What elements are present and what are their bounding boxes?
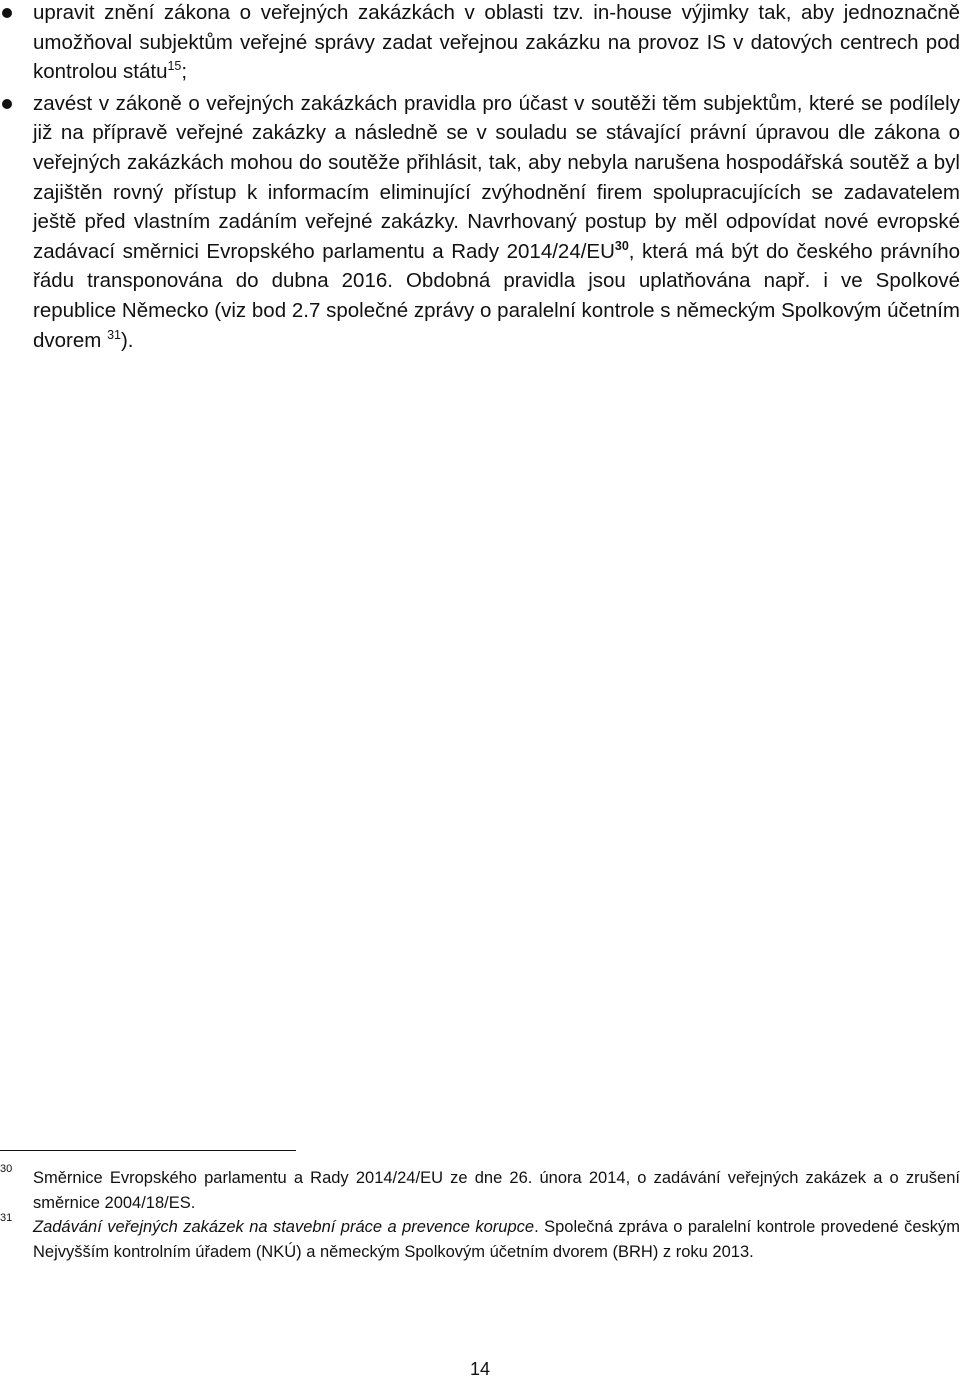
page-number: 14 bbox=[469, 1359, 491, 1379]
footnote-title: Zadávání veřejných zakázek na stavební práce a prevence korupce bbox=[33, 1218, 535, 1237]
bullet-icon bbox=[2, 8, 12, 18]
footnote-text: . Společná zpráva o paralelní kontrole provedené českým Nejvyšším kontrolním úřadem (NKÚ) a německým Spolkovým účetním dvorem (BRH) z roku 2013. bbox=[33, 1218, 960, 1261]
list-item-text: zavést v zákoně o veřejných zakázkách pravidla pro účast v soutěži těm subjektům, které se podílely již na přípravě veřejné zakázky a následně se v souladu se stávající právní úpravou dle zákona o veřejných zakázkách mohou do soutěže přihlásit, tak, aby nebyla narušena hospodářská soutěž a byl zajištěn rovný přístup k informacím eliminující zvýhodnění firem spolupracujících se zadavatelem ještě před vlastním zadáním veřejné zakázky. Navrhovaný postup by měl odpovídat nové evropské zadávací směrnici Evropského parlamentu a Rady 2014/24/EU bbox=[33, 91, 960, 263]
list-item-text: upravit znění zákona o veřejných zakázkách v oblasti tzv. in-house výjimky tak, aby jednoznačně umožňoval subjektům veřejné správy zadat veřejnou zakázku na provoz IS v datových centrech pod kontrolou státu bbox=[33, 1, 960, 84]
list-item-tail: ; bbox=[181, 60, 188, 84]
list-item bbox=[0, 89, 960, 355]
recommendation-list bbox=[0, 0, 960, 355]
footnote-reference: 15 bbox=[167, 59, 182, 74]
footnote-reference: 30 bbox=[614, 238, 629, 253]
footnote bbox=[0, 1163, 960, 1215]
bullet-icon bbox=[2, 99, 12, 109]
list-item bbox=[0, 0, 960, 87]
footnote-text: Směrnice Evropského parlamentu a Rady 2014/24/EU ze dne 26. února 2014, o zadávání veřejných zakázek a o zrušení směrnice 2004/18/ES. bbox=[33, 1169, 960, 1212]
footnote-reference: 31 bbox=[107, 327, 121, 342]
footnote-separator bbox=[0, 1150, 296, 1151]
list-item-text-continued: , která má být do českého právního řádu transponována do dubna 2016. Obdobná pravidla jsou uplatňována např. i ve Spolkové republice Německo (viz bod 2.7 společné zprávy o paralelní kontrole s německým Spolkovým účetním dvorem bbox=[33, 239, 960, 352]
footnote-number: 30 bbox=[0, 1163, 13, 1175]
footnote bbox=[0, 1212, 960, 1264]
list-item-tail: ). bbox=[120, 328, 134, 352]
footnote-number: 31 bbox=[0, 1212, 13, 1225]
footnotes bbox=[0, 1163, 960, 1264]
